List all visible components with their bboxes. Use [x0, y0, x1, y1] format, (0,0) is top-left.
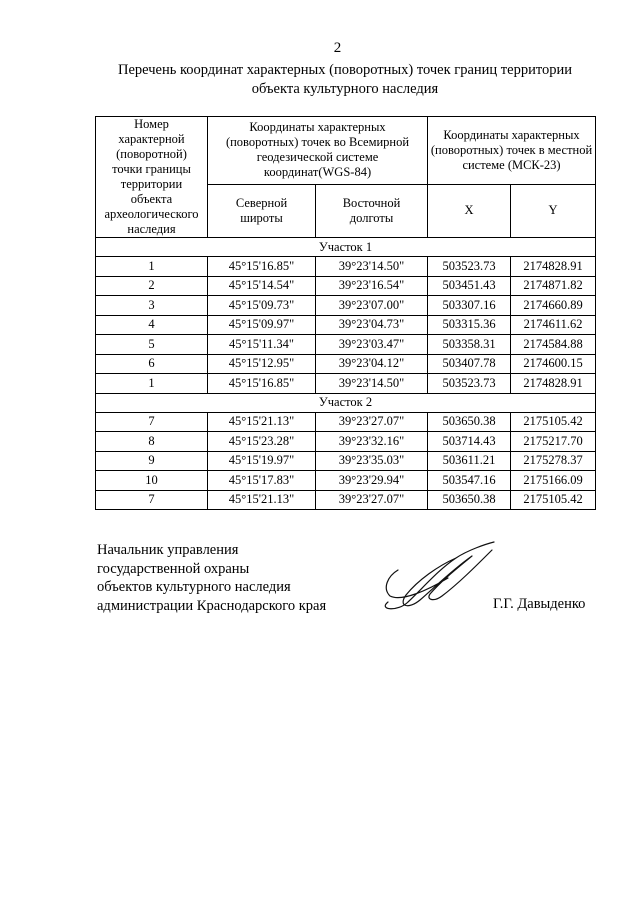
y-cell: 2175278.37 [511, 451, 596, 471]
table-body [96, 238, 596, 510]
point-number-cell: 4 [96, 315, 208, 335]
longitude-cell: 39°23'04.12" [316, 354, 428, 374]
point-number-cell: 1 [96, 374, 208, 394]
table-row [96, 335, 596, 355]
latitude-cell: 45°15'16.85" [208, 257, 316, 277]
y-cell: 2175105.42 [511, 490, 596, 510]
point-number-cell: 2 [96, 276, 208, 296]
longitude-cell: 39°23'16.54" [316, 276, 428, 296]
table-row [96, 315, 596, 335]
latitude-cell: 45°15'19.97" [208, 451, 316, 471]
point-number-cell: 10 [96, 471, 208, 491]
x-cell: 503523.73 [428, 374, 511, 394]
y-cell: 2174871.82 [511, 276, 596, 296]
latitude-cell: 45°15'09.73" [208, 296, 316, 316]
point-number-cell: 7 [96, 412, 208, 432]
x-cell: 503451.43 [428, 276, 511, 296]
longitude-cell: 39°23'04.73" [316, 315, 428, 335]
latitude-cell: 45°15'17.83" [208, 471, 316, 491]
x-cell: 503523.73 [428, 257, 511, 277]
longitude-cell: 39°23'32.16" [316, 432, 428, 452]
handwritten-signature-icon [368, 540, 498, 618]
table-row [96, 354, 596, 374]
x-cell: 503650.38 [428, 490, 511, 510]
section-row [96, 393, 596, 412]
point-number-cell: 1 [96, 257, 208, 277]
header-msk23-group: Координаты характерных (поворотных) точек в местной системе (МСК-23) [428, 117, 596, 185]
document-title [95, 61, 595, 99]
header-x: X [428, 184, 511, 237]
latitude-cell: 45°15'16.85" [208, 374, 316, 394]
longitude-cell: 39°23'29.94" [316, 471, 428, 491]
point-number-cell: 3 [96, 296, 208, 316]
y-cell: 2175166.09 [511, 471, 596, 491]
header-point-number: Номер характерной (поворотной) точки границы территории объекта археологического наследия [96, 117, 208, 238]
coordinates-table [95, 116, 596, 510]
table-row [96, 257, 596, 277]
y-cell: 2174611.62 [511, 315, 596, 335]
latitude-cell: 45°15'23.28" [208, 432, 316, 452]
signatory-position [97, 541, 326, 615]
signatory-name: Г.Г. Давыденко [493, 596, 586, 612]
point-number-cell: 5 [96, 335, 208, 355]
point-number-cell: 8 [96, 432, 208, 452]
signatory-position-line: Начальник управления [97, 542, 239, 558]
y-cell: 2174600.15 [511, 354, 596, 374]
header-y: Y [511, 184, 596, 237]
x-cell: 503547.16 [428, 471, 511, 491]
longitude-cell: 39°23'27.07" [316, 490, 428, 510]
longitude-cell: 39°23'27.07" [316, 412, 428, 432]
y-cell: 2175217.70 [511, 432, 596, 452]
x-cell: 503358.31 [428, 335, 511, 355]
table-row [96, 276, 596, 296]
latitude-cell: 45°15'09.97" [208, 315, 316, 335]
table-row [96, 296, 596, 316]
table-row [96, 412, 596, 432]
point-number-cell: 9 [96, 451, 208, 471]
header-east-longitude: Восточной долготы [316, 184, 428, 237]
latitude-cell: 45°15'21.13" [208, 412, 316, 432]
longitude-cell: 39°23'07.00" [316, 296, 428, 316]
latitude-cell: 45°15'14.54" [208, 276, 316, 296]
x-cell: 503650.38 [428, 412, 511, 432]
document-title-line-1: Перечень координат характерных (поворотных) точек границ территории [117, 62, 573, 78]
longitude-cell: 39°23'03.47" [316, 335, 428, 355]
latitude-cell: 45°15'12.95" [208, 354, 316, 374]
header-north-latitude: Северной широты [208, 184, 316, 237]
longitude-cell: 39°23'35.03" [316, 451, 428, 471]
section-label: Участок 2 [96, 393, 596, 412]
table-row [96, 471, 596, 491]
x-cell: 503315.36 [428, 315, 511, 335]
signatory-position-line: администрации Краснодарского края [97, 597, 327, 614]
x-cell: 503407.78 [428, 354, 511, 374]
point-number-cell: 7 [96, 490, 208, 510]
header-wgs84-group: Координаты характерных (поворотных) точек во Всемирной геодезической системе координат(WGS-84) [208, 117, 428, 185]
table-row [96, 451, 596, 471]
latitude-cell: 45°15'21.13" [208, 490, 316, 510]
latitude-cell: 45°15'11.34" [208, 335, 316, 355]
signatory-position-line: объектов культурного наследия [97, 579, 291, 595]
table-row [96, 432, 596, 452]
page-number: 2 [333, 40, 342, 56]
longitude-cell: 39°23'14.50" [316, 257, 428, 277]
section-label: Участок 1 [96, 238, 596, 257]
y-cell: 2174584.88 [511, 335, 596, 355]
y-cell: 2174660.89 [511, 296, 596, 316]
y-cell: 2174828.91 [511, 257, 596, 277]
section-row [96, 238, 596, 257]
x-cell: 503611.21 [428, 451, 511, 471]
y-cell: 2174828.91 [511, 374, 596, 394]
y-cell: 2175105.42 [511, 412, 596, 432]
x-cell: 503307.16 [428, 296, 511, 316]
table-row [96, 374, 596, 394]
document-title-line-2: объекта культурного наследия [251, 81, 439, 97]
longitude-cell: 39°23'14.50" [316, 374, 428, 394]
table-row [96, 490, 596, 510]
signatory-position-line: государственной охраны [97, 560, 250, 577]
x-cell: 503714.43 [428, 432, 511, 452]
point-number-cell: 6 [96, 354, 208, 374]
